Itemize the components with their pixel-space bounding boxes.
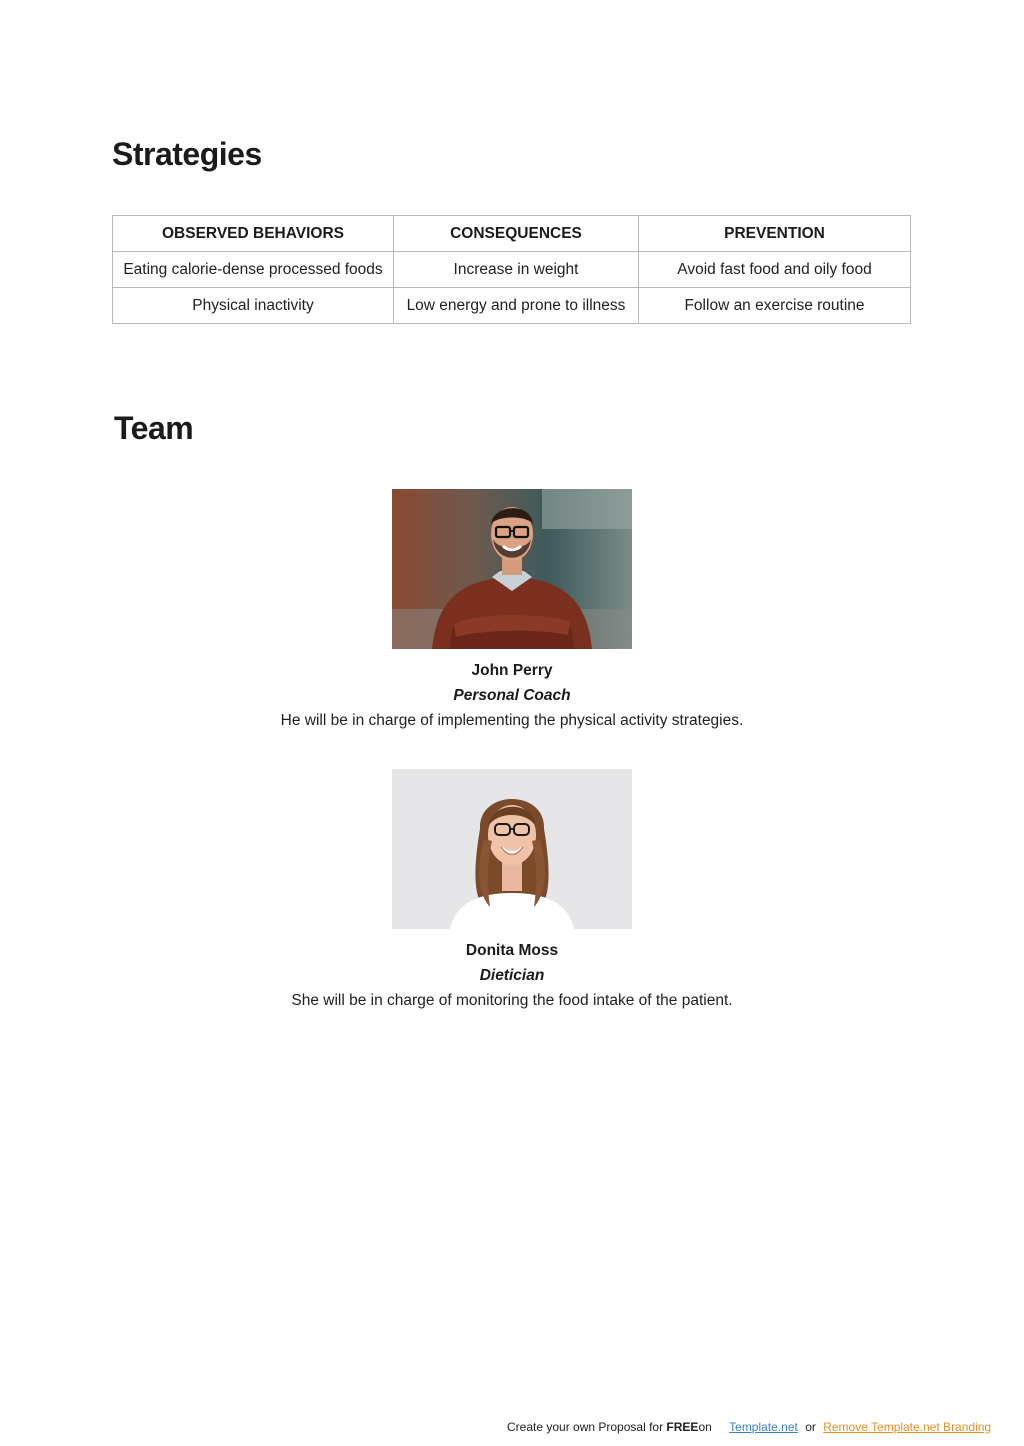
template-net-link[interactable]: Template.net bbox=[729, 1420, 798, 1434]
table-cell: Increase in weight bbox=[394, 252, 639, 288]
member-description: She will be in charge of monitoring the food intake of the patient. bbox=[291, 992, 733, 1009]
team-member-card bbox=[0, 489, 1024, 730]
man-portrait-photo bbox=[392, 489, 632, 649]
footer-free: FREE bbox=[666, 1420, 699, 1434]
member-name: Donita Moss bbox=[465, 942, 559, 959]
column-header-prevention: PREVENTION bbox=[639, 216, 911, 252]
team-member-card bbox=[0, 769, 1024, 1010]
strategies-heading: Strategies bbox=[112, 136, 262, 172]
member-description: He will be in charge of implementing the physical activity strategies. bbox=[280, 712, 744, 729]
table-row bbox=[113, 288, 911, 324]
woman-portrait-photo bbox=[392, 769, 632, 929]
strategies-table bbox=[112, 215, 911, 324]
footer-or: or bbox=[805, 1420, 816, 1434]
member-name: John Perry bbox=[471, 662, 553, 679]
table-cell: Low energy and prone to illness bbox=[394, 288, 639, 324]
table-row bbox=[113, 252, 911, 288]
team-heading: Team bbox=[114, 410, 194, 446]
table-cell: Physical inactivity bbox=[113, 288, 394, 324]
table-cell: Eating calorie-dense processed foods bbox=[113, 252, 394, 288]
footer-branding bbox=[507, 1420, 991, 1434]
table-cell: Follow an exercise routine bbox=[639, 288, 911, 324]
footer-prefix: Create your own Proposal for bbox=[507, 1420, 664, 1434]
table-cell: Avoid fast food and oily food bbox=[639, 252, 911, 288]
column-header-observed-behaviors: OBSERVED BEHAVIORS bbox=[113, 216, 394, 252]
table-header-row bbox=[113, 216, 911, 252]
member-role: Dietician bbox=[479, 967, 545, 984]
member-role: Personal Coach bbox=[453, 687, 571, 704]
remove-branding-link[interactable]: Remove Template.net Branding bbox=[823, 1420, 992, 1434]
column-header-consequences: CONSEQUENCES bbox=[394, 216, 639, 252]
footer-on: on bbox=[698, 1420, 712, 1434]
